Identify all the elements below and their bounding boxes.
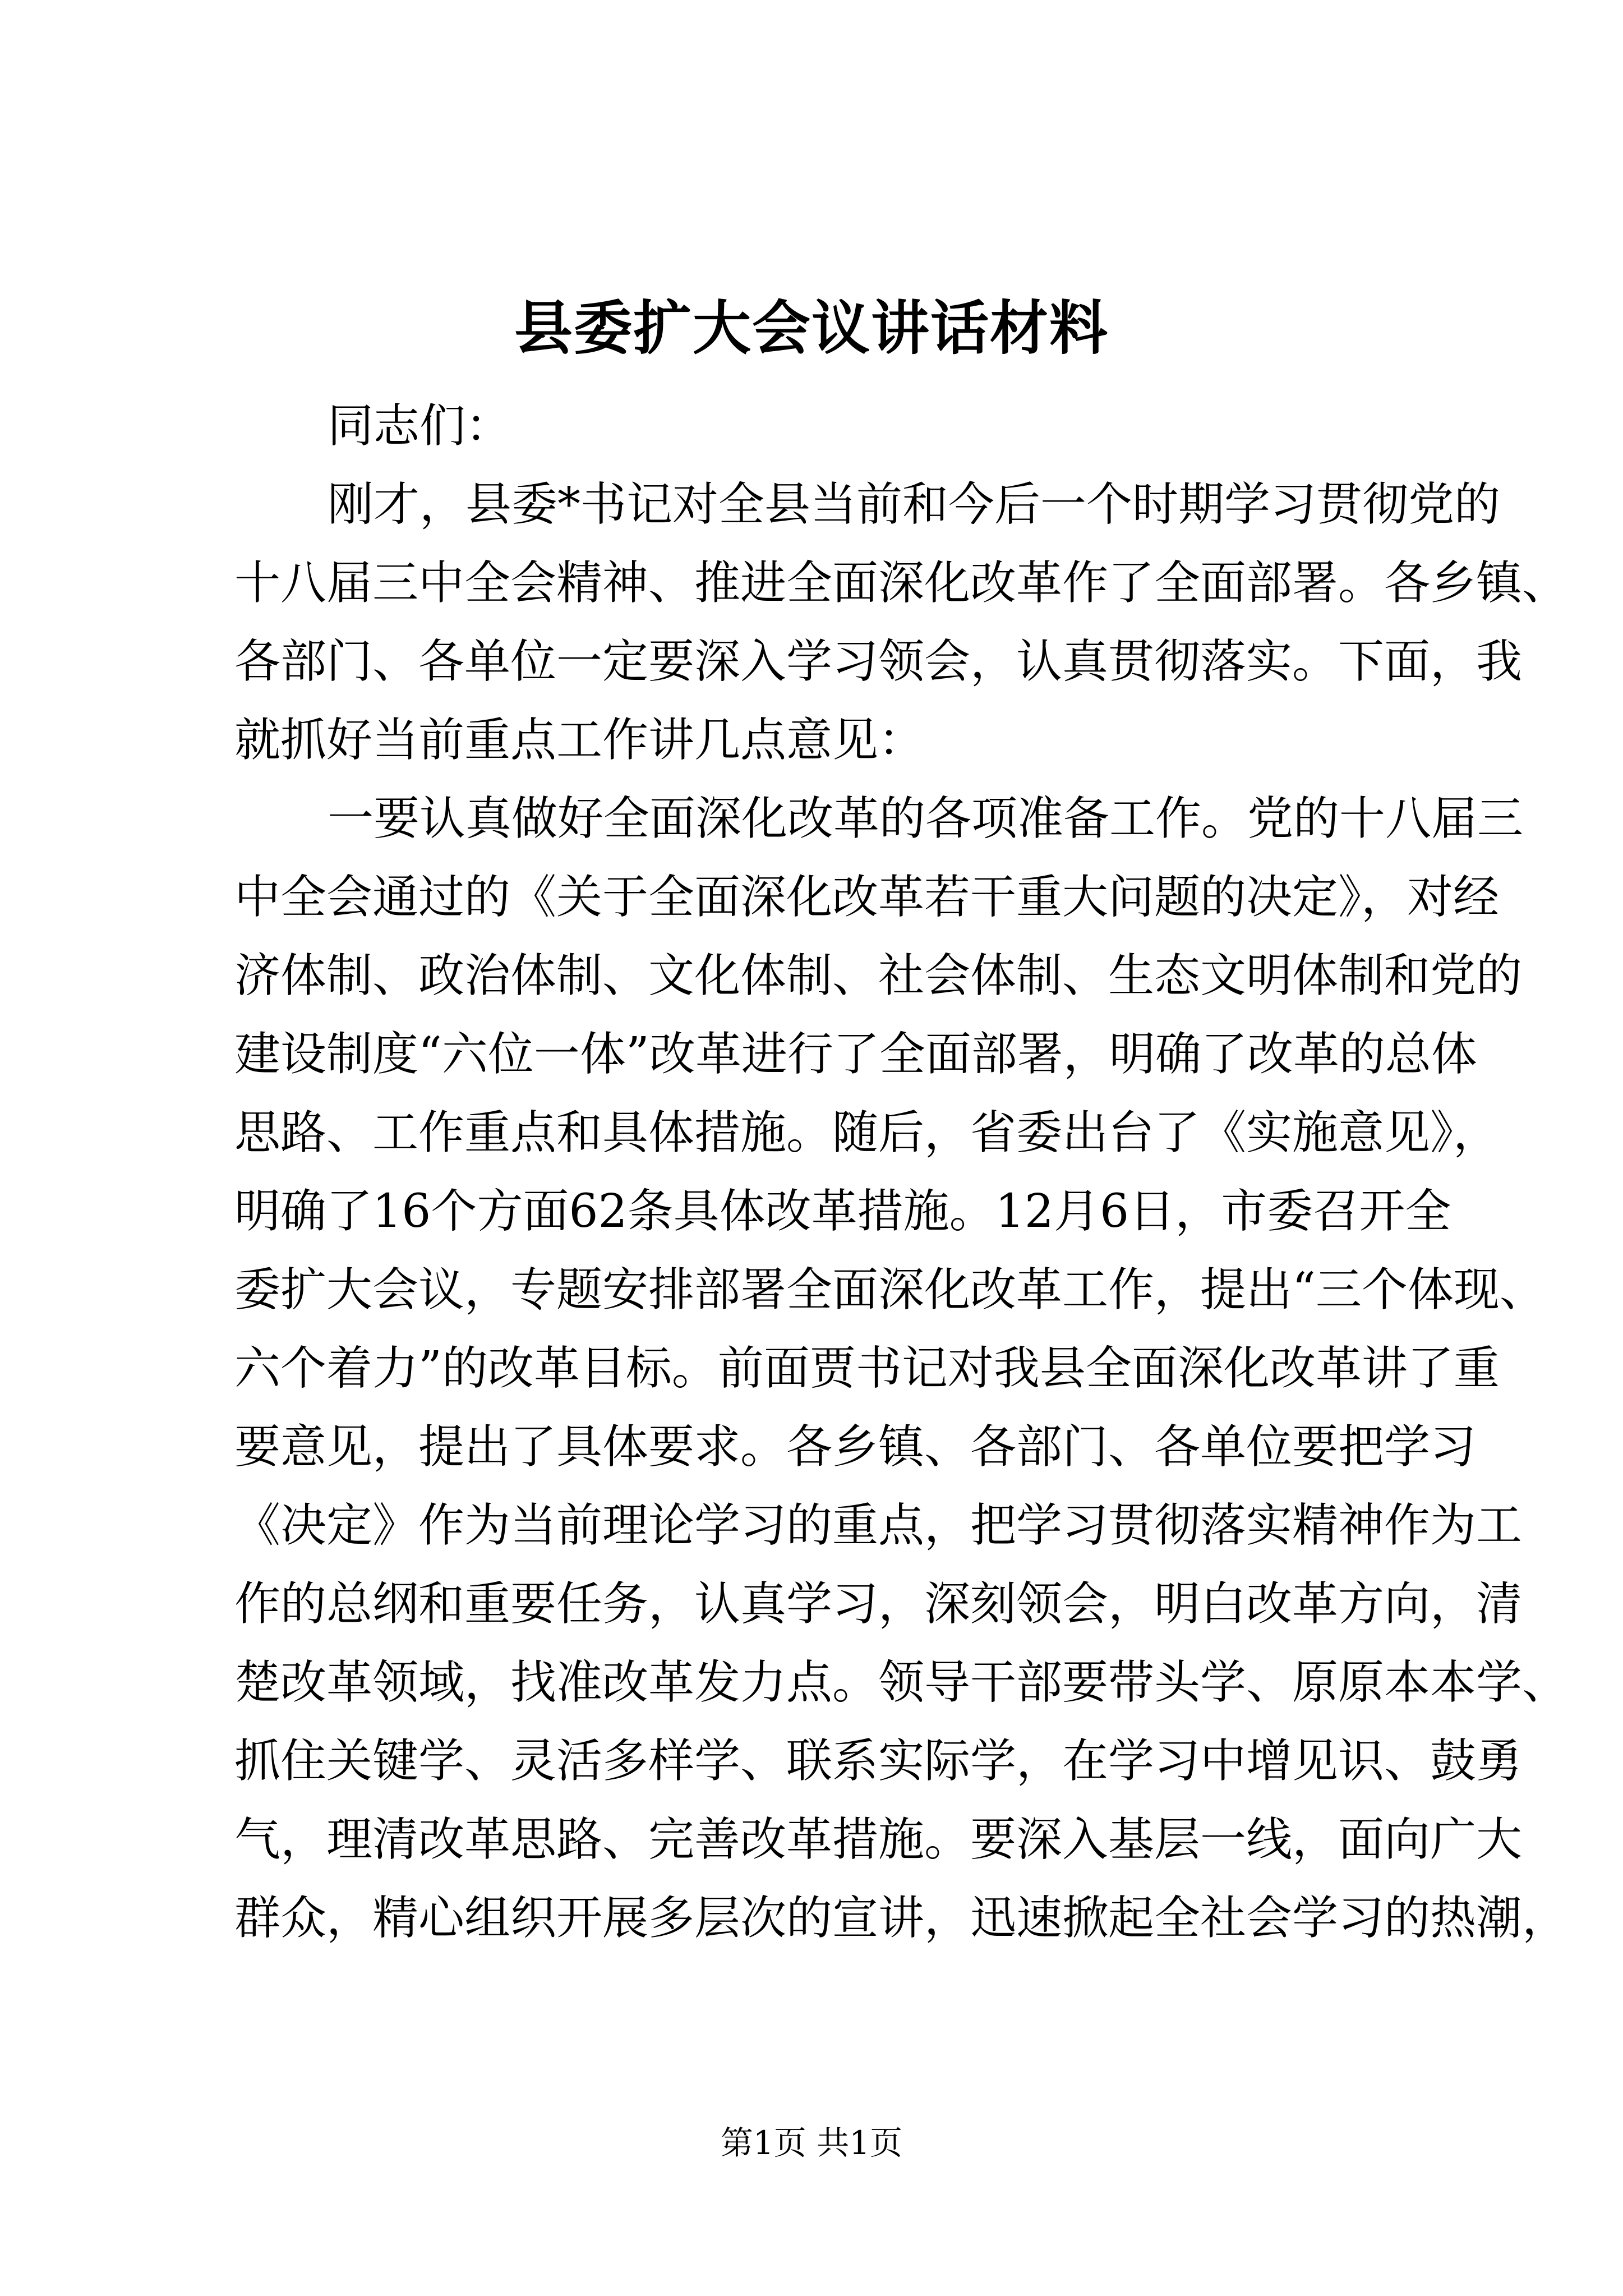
salutation: 同志们： (328, 399, 512, 453)
paragraph-line: 委扩大会议，专题安排部署全面深化改革工作，提出“三个体现、 (234, 1263, 1546, 1317)
paragraph-line: 《决定》作为当前理论学习的重点，把学习贯彻落实精神作为工 (234, 1499, 1523, 1552)
document-title: 县委扩大会议讲话材料 (514, 293, 1109, 362)
paragraph-line: 建设制度“六位一体”改革进行了全面部署，明确了改革的总体 (234, 1028, 1477, 1081)
paragraph-line: 各部门、各单位一定要深入学习领会，认真贯彻落实。下面，我 (234, 635, 1523, 688)
paragraph-line: 群众，精心组织开展多层次的宣讲，迅速掀起全社会学习的热潮， (234, 1892, 1569, 1945)
paragraph-line: 楚改革领域，找准改革发力点。领导干部要带头学、原原本本学、 (234, 1656, 1569, 1709)
paragraph-line: 就抓好当前重点工作讲几点意见： (234, 714, 925, 767)
paragraph-line: 中全会通过的《关于全面深化改革若干重大问题的决定》，对经 (234, 871, 1500, 924)
paragraph-line: 十八届三中全会精神、推进全面深化改革作了全面部署。各乡镇、 (234, 556, 1569, 610)
paragraph-line: 刚才，县委*书记对全县当前和今后一个时期学习贯彻党的 (328, 478, 1501, 531)
paragraph-line: 气，理清改革思路、完善改革措施。要深入基层一线，面向广大 (234, 1813, 1523, 1866)
paragraph-1 (234, 466, 1569, 780)
page-footer: 第1页 共1页 (720, 2124, 903, 2162)
document-body (234, 387, 1569, 1958)
paragraph-line: 要意见，提出了具体要求。各乡镇、各部门、各单位要把学习 (234, 1420, 1477, 1474)
paragraph-line: 明确了16个方面62条具体改革措施。12月6日，市委召开全 (234, 1185, 1451, 1238)
paragraph-line: 济体制、政治体制、文化体制、社会体制、生态文明体制和党的 (234, 949, 1523, 1002)
paragraph-line: 一要认真做好全面深化改革的各项准备工作。党的十八届三 (328, 792, 1524, 845)
paragraph-line: 六个着力”的改革目标。前面贾书记对我县全面深化改革讲了重 (234, 1342, 1500, 1395)
paragraph-line: 抓住关键学、灵活多样学、联系实际学，在学习中增见识、鼓勇 (234, 1734, 1523, 1788)
paragraph-line: 思路、工作重点和具体措施。随后，省委出台了《实施意见》， (234, 1106, 1500, 1159)
paragraph-line: 作的总纲和重要任务，认真学习，深刻领会，明白改革方向，清 (234, 1577, 1523, 1631)
paragraph-2 (234, 780, 1569, 1958)
